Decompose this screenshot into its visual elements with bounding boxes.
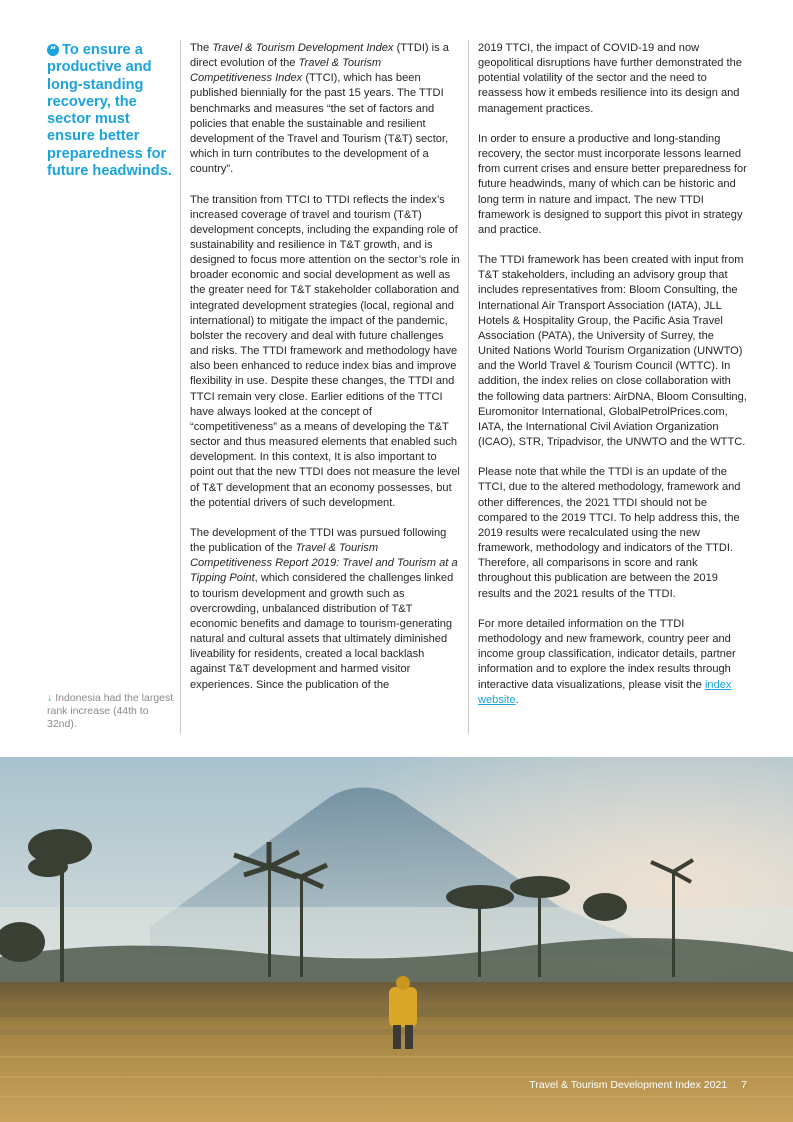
side-note-text: Indonesia had the largest rank increase (44th to 32nd). — [47, 692, 174, 730]
page-number: 7 — [741, 1079, 747, 1091]
pull-quote-text: To ensure a productive and long-standing recovery, the sector must ensure better preparedness for future headwinds. — [47, 42, 172, 180]
body-column-1 — [190, 41, 460, 708]
quote-icon: “ — [47, 44, 59, 56]
index-website-link[interactable]: index website — [478, 678, 732, 706]
paragraph: For more detailed information on the TTDI methodology and new framework, country peer and income group classification, indicator details, partner information and to explore the index results through interactive data visualizations, please visit the index website. — [478, 617, 736, 706]
column-divider-right — [468, 40, 469, 734]
paragraph: 2019 TTCI, the impact of COVID-19 and now geopolitical disruptions have further demonstrated the potential volatility of the sector and the need to reassess how it embeds resilience into its design and management practices. — [478, 42, 742, 115]
landscape-photo — [0, 757, 793, 1122]
arrow-down-icon: ↓ — [47, 692, 53, 704]
footer-title: Travel & Tourism Development Index 2021 — [529, 1079, 728, 1091]
body-column-2 — [478, 41, 748, 723]
paragraph: The development of the TTDI was pursued following the publication of the Travel & Tourism Competitiveness Report 2019: Travel and Tourism at a Tipping Point, which considered the challenges linked to tourism development and growth such as overcrowding, unbalanced distribution of T&T economic benefits and damage to tourism-generating natural and cultural assets that ultimately diminished liveability for residents, created a local backlash against T&T development and harmed visitor experiences. Since the publication of the — [190, 526, 458, 691]
page-footer — [529, 1079, 747, 1092]
side-note — [47, 692, 175, 731]
paragraph: Please note that while the TTDI is an update of the TTCI, due to the altered methodology, framework and other differences, the 2021 TTDI should not be compared to the 2019 TTCI. To help address this, the 2019 results were recalculated using the new framework, methodology and indicators of the TTDI. Therefore, all comparisons in score and rank throughout this publication are between the 2019 results and the 2021 results of the TTDI. — [478, 466, 741, 600]
paragraph: The TTDI framework has been created with input from T&T stakeholders, including an advisory group that includes representatives from: Bloom Consulting, the International Air Transport Association (IATA), JLL Hotels & Hospitality Group, the Pacific Asia Travel Association (PATA), the University of Surrey, the United Nations World Tourism Organization (UNWTO) and the World Travel & Tourism Council (WTTC). In addition, the index relies on close collaboration with the following data partners: AirDNA, Bloom Consulting, Euromonitor International, GlobalPetrolPrices.com, IATA, the International Civil Aviation Organization (ICAO), STR, Tripadvisor, the UNWTO and the WTTC. — [478, 254, 747, 449]
column-divider-left — [180, 40, 181, 734]
pull-quote — [47, 42, 177, 180]
paragraph: In order to ensure a productive and long-standing recovery, the sector must incorporate lessons learned from current crises and ensure better preparedness for future headwinds, many of which can be historic and long term in nature and impact. The new TTDI framework is designed to support this pivot in strategy and practice. — [478, 132, 747, 236]
paragraph: The Travel & Tourism Development Index (TTDI) is a direct evolution of the Travel & Tourism Competitiveness Index (TTCI), which has been published biennially for the past 15 years. The TTDI benchmarks and measures “the set of factors and policies that enable the sustainable and resilient development of the Travel and Tourism (T&T) sector, which in turn contributes to the development of a country”. — [190, 42, 449, 176]
paragraph: The transition from TTCI to TTDI reflects the index’s increased coverage of travel and tourism (T&T) development concepts, including the expanding role of sustainability and resilience in T&T growth, and is designed to focus more attention on the sector’s role in broader economic and social development as well as the greater need for T&T stakeholder collaboration and integrated development strategies (local, regional and international) to mitigate the impact of the pandemic, bolster the recovery and deal with future challenges and risks. The TTDI framework and methodology have also been enhanced to reduce index bias and improve flexibility in use. Despite these changes, the TTDI and TTCI remain very close. Earlier editions of the TTCI have always looked at the concept of “competitiveness” as a means of developing the T&T sector and thus measured elements that enabled such development. In this context, It is also important to point out that the new TTDI does not measure the level of T&T development that an economy possesses, but the potential drivers of such development. — [190, 193, 460, 509]
